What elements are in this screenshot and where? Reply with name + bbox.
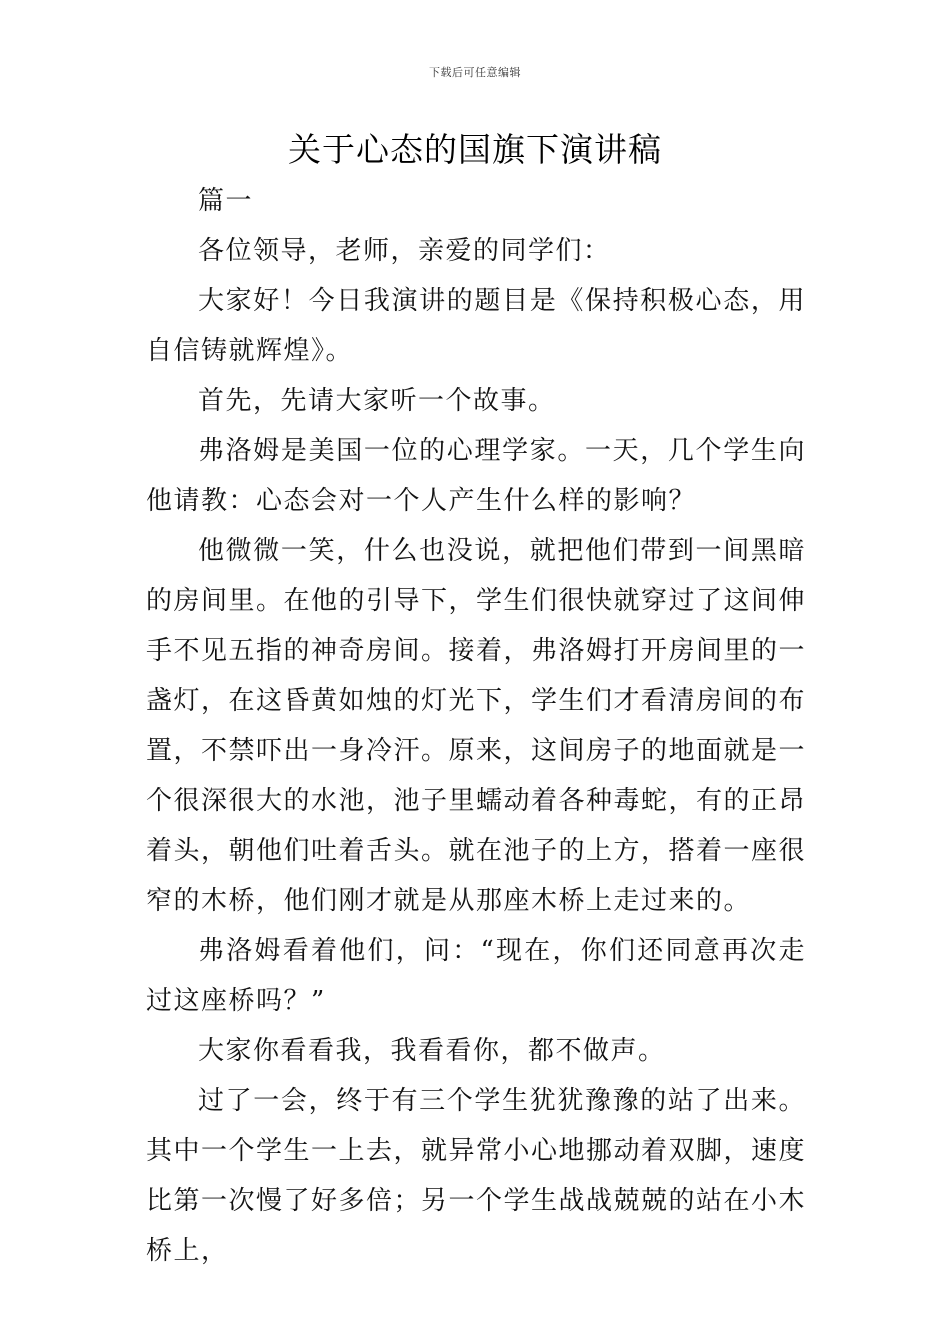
document-body bbox=[146, 176, 806, 1276]
document-title: 关于心态的国旗下演讲稿 bbox=[288, 130, 662, 169]
paragraph-story-4: 大家你看看我，我看看你，都不做声。 bbox=[198, 1036, 666, 1066]
paragraph-section-label: 篇一 bbox=[198, 186, 254, 216]
paragraph-greeting: 大家好！今日我演讲的题目是《保持积极心态，用自信铸就辉煌》。 bbox=[146, 286, 806, 366]
header-note: 下载后可任意编辑 bbox=[429, 66, 521, 79]
paragraph-story-2: 他微微一笑，什么也没说，就把他们带到一间黑暗的房间里。在他的引导下，学生们很快就穿过了这间伸手不见五指的神奇房间。接着，弗洛姆打开房间里的一盏灯，在这昏黄如烛的灯光下，学生们才看清房间的布置，不禁吓出一身冷汗。原来，这间房子的地面就是一个很深很大的水池，池子里蠕动着各种毒蛇，有的正昂着头，朝他们吐着舌头。就在池子的上方，搭着一座很窄的木桥，他们刚才就是从那座木桥上走过来的。 bbox=[146, 536, 807, 916]
paragraph-story-3: 弗洛姆看着他们，问：“现在，你们还同意再次走过这座桥吗？” bbox=[146, 936, 806, 1016]
paragraph-salutation: 各位领导，老师，亲爱的同学们： bbox=[198, 236, 611, 266]
paragraph-story-5: 过了一会，终于有三个学生犹犹豫豫的站了出来。其中一个学生一上去，就异常小心地挪动着双脚，速度比第一次慢了好多倍；另一个学生战战兢兢的站在小木桥上， bbox=[146, 1086, 807, 1266]
paragraph-story-1: 弗洛姆是美国一位的心理学家。一天，几个学生向他请教：心态会对一个人产生什么样的影响？ bbox=[146, 436, 806, 516]
paragraph-intro: 首先，先请大家听一个故事。 bbox=[198, 386, 556, 416]
